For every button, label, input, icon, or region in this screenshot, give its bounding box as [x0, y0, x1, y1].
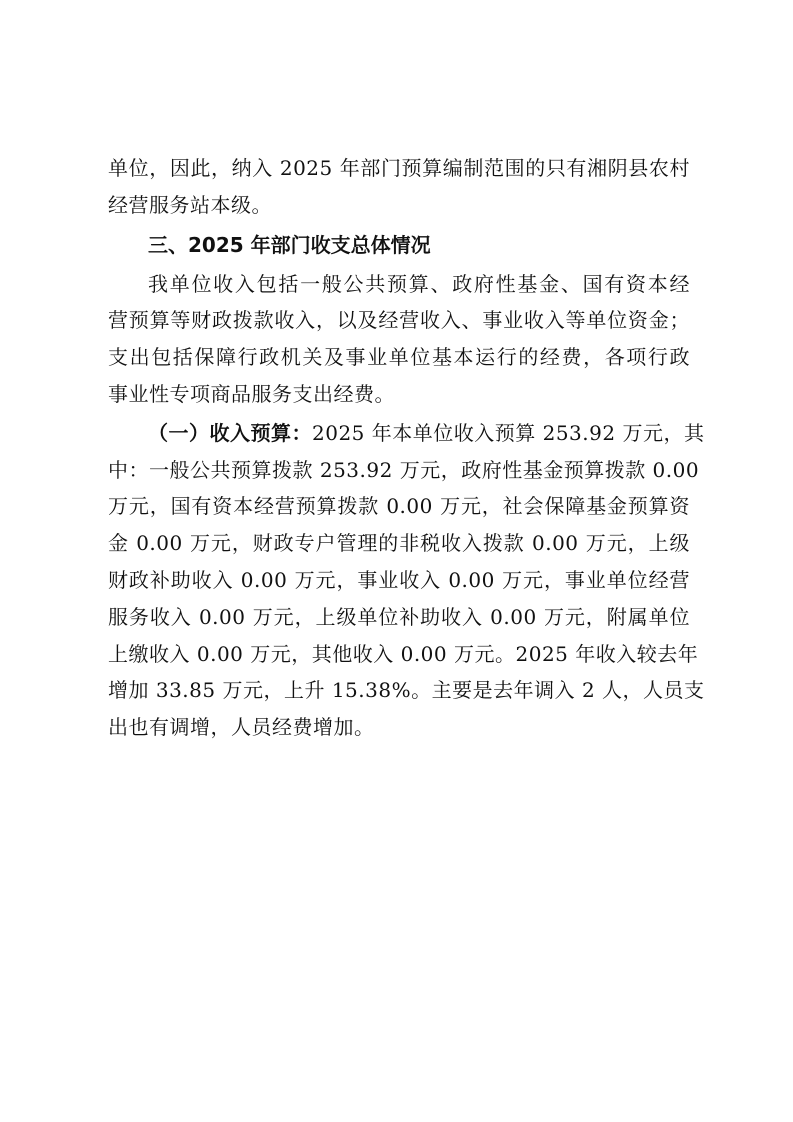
- text-line: 我单位收入包括一般公共预算、政府性基金、国有资本经: [148, 271, 690, 296]
- text-line: 服务收入 0.00 万元，上级单位补助收入 0.00 万元，附属单位: [108, 604, 690, 629]
- section-heading: 三、2025 年部门收支总体情况: [148, 232, 431, 257]
- paragraph-overview: [108, 266, 690, 413]
- paragraph-intro: [108, 150, 690, 224]
- text-line: 营预算等财政拨款收入，以及经营收入、事业收入等单位资金；: [108, 308, 690, 333]
- text-line: 中：一般公共预算拨款 253.92 万元，政府性基金预算拨款 0.00: [108, 457, 700, 482]
- text-line: 上缴收入 0.00 万元，其他收入 0.00 万元。2025 年收入较去年: [108, 641, 699, 666]
- text-line: 增加 33.85 万元，上升 15.38%。主要是去年调入 2 人，人员支: [108, 678, 705, 703]
- text-line: 单位，因此，纳入 2025 年部门预算编制范围的只有湘阴县农村: [108, 156, 690, 180]
- text-line: 金 0.00 万元，财政专户管理的非税收入拨款 0.00 万元，上级: [108, 531, 690, 556]
- income-budget-first-line: 2025 年本单位收入预算 253.92 万元，其: [312, 420, 705, 445]
- text-line: [108, 415, 705, 452]
- text-line: 万元，国有资本经营预算拨款 0.00 万元，社会保障基金预算资: [108, 494, 690, 519]
- text-line: 经营服务站本级。: [108, 192, 272, 217]
- text-line: 支出包括保障行政机关及事业单位基本运行的经费，各项行政: [108, 345, 690, 370]
- text-line: 财政补助收入 0.00 万元，事业收入 0.00 万元，事业单位经营: [108, 567, 690, 592]
- text-line: 出也有调增，人员经费增加。: [108, 715, 375, 740]
- document-body: [108, 150, 705, 746]
- income-budget-label: （一）收入预算：: [148, 420, 312, 445]
- paragraph-income-budget: [108, 415, 705, 746]
- text-line: 事业性专项商品服务支出经费。: [108, 381, 395, 406]
